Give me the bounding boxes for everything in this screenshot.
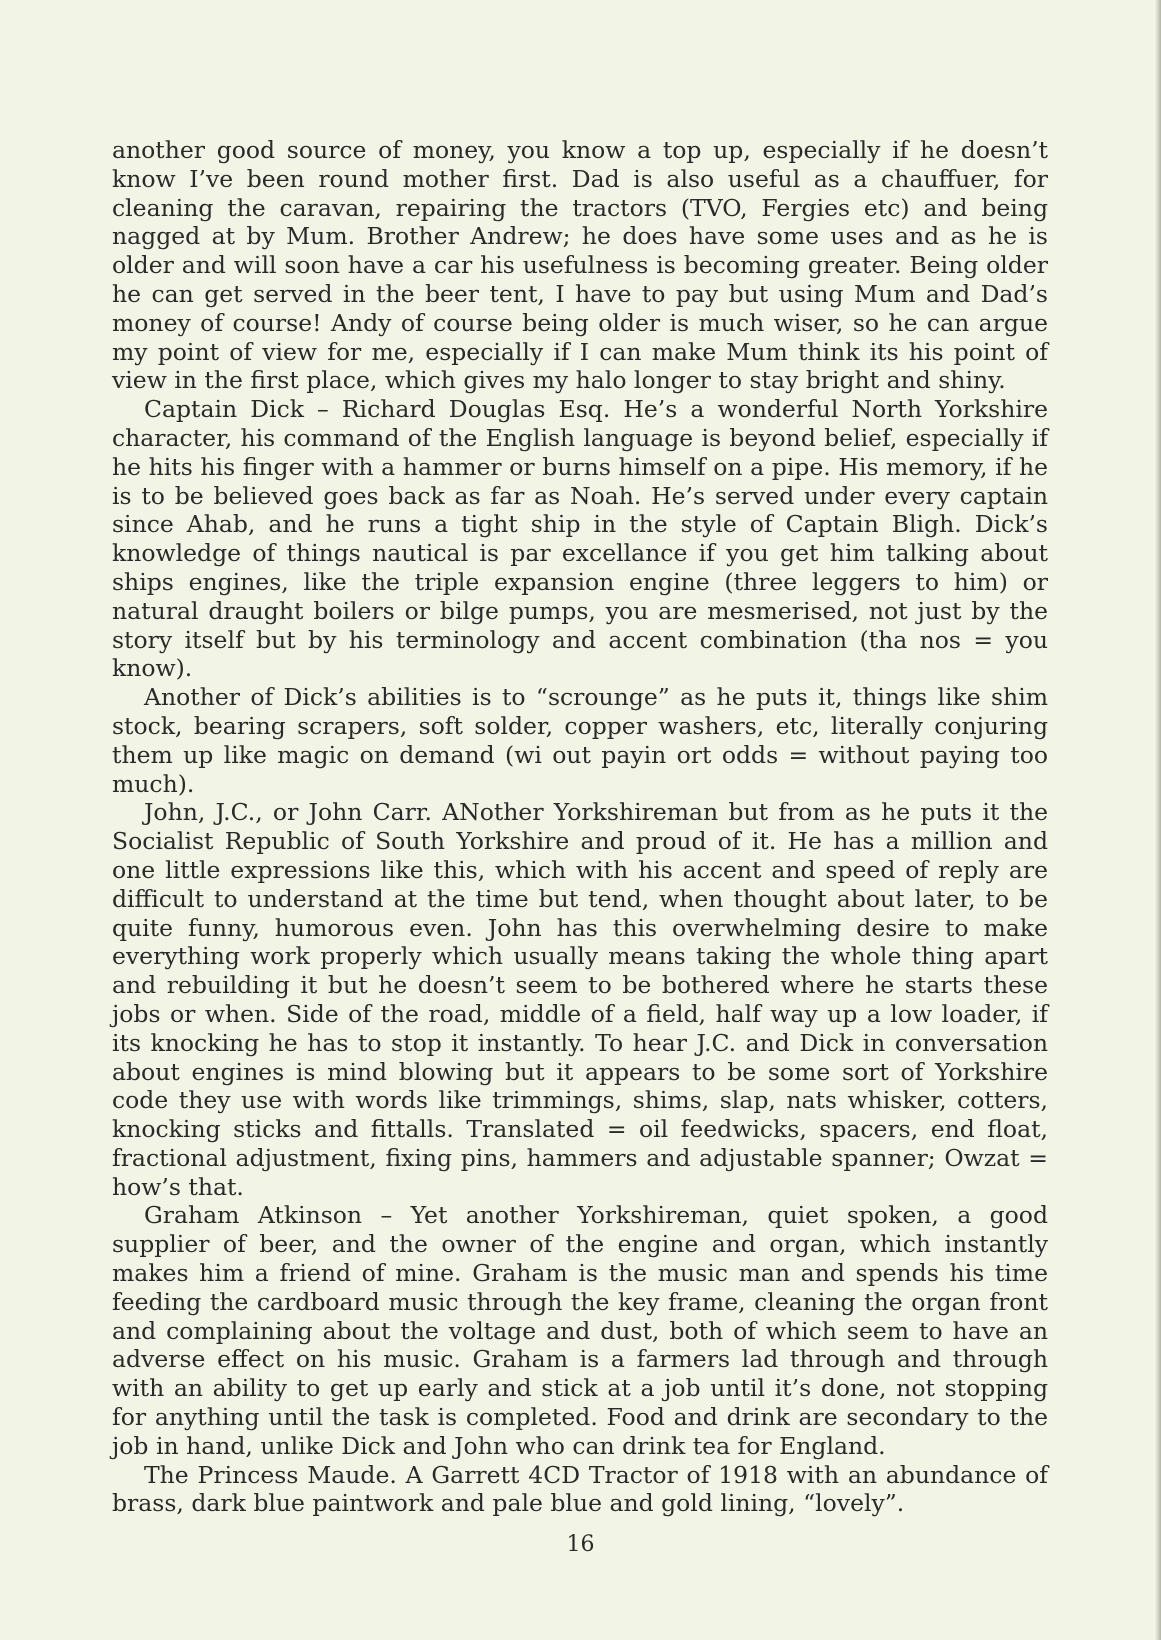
- paragraph-john-carr: John, J.C., or John Carr. ANother Yorkshireman but from as he puts it the Socialist Republic of South Yorkshire and proud of it. He has a million and one little expressions like this, which with his accent and speed of reply are difficult to understand at the time but tend, when thought about later, to be quite funny, humorous even. John has this overwhelming desire to make everything work properly which usually means taking the whole thing apart and rebuilding it but he doesn’t seem to be bothered where he starts these jobs or when. Side of the road, middle of a field, half way up a low loader, if its knocking he has to stop it instantly. To hear J.C. and Dick in conversation about engines is mind blowing but it appears to be some sort of Yorkshire code they use with words like trimmings, shims, slap, nats whisker, cotters, knocking sticks and fittalls. Translated = oil feedwicks, spacers, end float, fractional adjustment, fixing pins, hammers and adjustable spanner; Owzat = how’s that.: [112, 798, 1048, 1201]
- paragraph-continued: another good source of money, you know a top up, especially if he doesn’t know I’ve been round mother first. Dad is also useful as a chauffuer, for cleaning the caravan, repairing the tractors (TVO, Fergies etc) and being nagged at by Mum. Brother Andrew; he does have some uses and as he is older and will soon have a car his usefulness is becoming greater. Being older he can get served in the beer tent, I have to pay but using Mum and Dad’s money of course! Andy of course being older is much wiser, so he can argue my point of view for me, especially if I can make Mum think its his point of view in the first place, which gives my halo longer to stay bright and shiny.: [112, 136, 1048, 395]
- page-number: 16: [566, 1532, 595, 1557]
- paragraph-dick-abilities: Another of Dick’s abilities is to “scrounge” as he puts it, things like shim stock, bearing scrapers, soft solder, copper washers, etc, literally conjuring them up like magic on demand (wi out payin ort odds = without paying too much).: [112, 683, 1048, 798]
- body-text: [112, 136, 1048, 1518]
- paragraph-princess-maude: The Princess Maude. A Garrett 4CD Tractor of 1918 with an abundance of brass, dark blue paintwork and pale blue and gold lining, “lovely”.: [112, 1460, 1048, 1518]
- page-edge-shadow: [1155, 0, 1161, 1640]
- paragraph-captain-dick: Captain Dick – Richard Douglas Esq. He’s a wonderful North Yorkshire character, his command of the English language is beyond belief, especially if he hits his finger with a hammer or burns himself on a pipe. His memory, if he is to be believed goes back as far as Noah. He’s served under every captain since Ahab, and he runs a tight ship in the style of Captain Bligh. Dick’s knowledge of things nautical is par excellance if you get him talking about ships engines, like the triple expansion engine (three leggers to him) or natural draught boilers or bilge pumps, you are mesmerised, not just by the story itself but by his terminology and accent combination (tha nos = you know).: [112, 395, 1048, 683]
- paragraph-graham-atkinson: Graham Atkinson – Yet another Yorkshireman, quiet spoken, a good supplier of beer, and the owner of the engine and organ, which instantly makes him a friend of mine. Graham is the music man and spends his time feeding the cardboard music through the key frame, cleaning the organ front and complaining about the voltage and dust, both of which seem to have an adverse effect on his music. Graham is a farmers lad through and through with an ability to get up early and stick at a job until it’s done, not stopping for anything until the task is completed. Food and drink are secondary to the job in hand, unlike Dick and John who can drink tea for England.: [112, 1201, 1048, 1460]
